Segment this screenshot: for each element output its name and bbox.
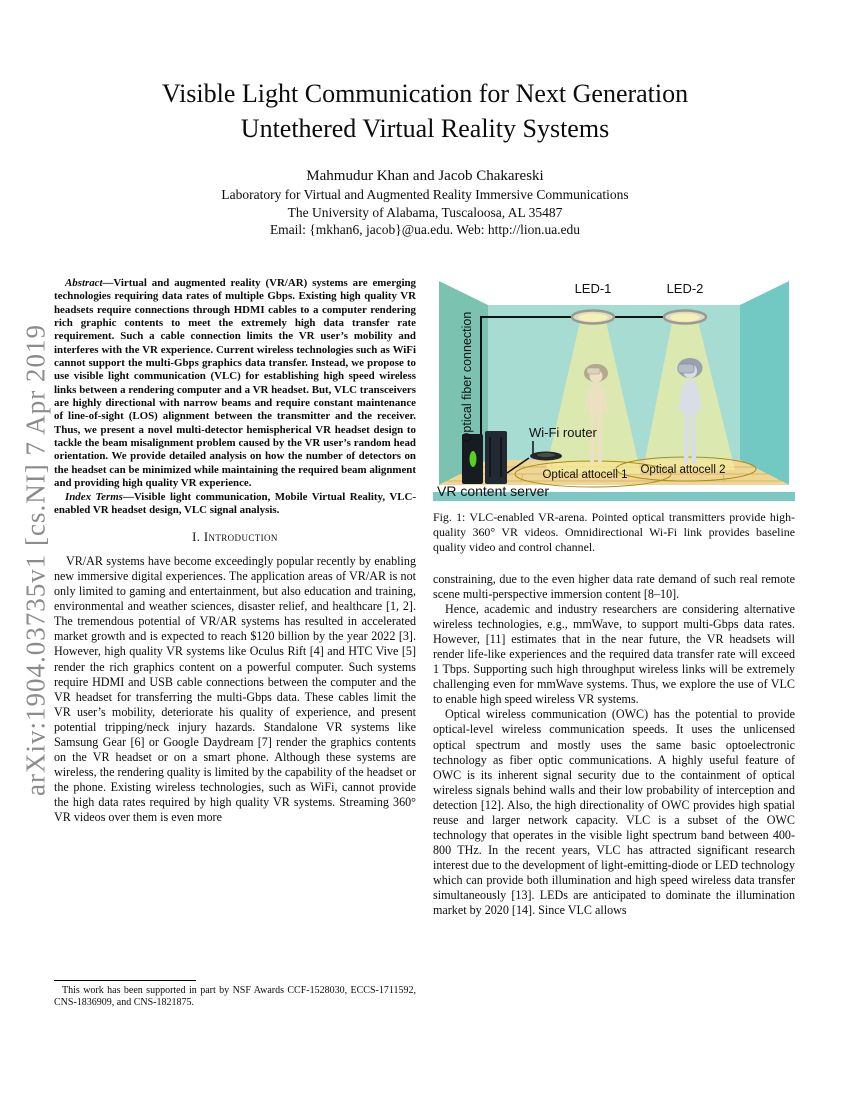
- index-terms-paragraph: [54, 491, 416, 518]
- paper-title-line-1: Visible Light Communication for Next Generation: [161, 79, 689, 108]
- vr-arena-graphic: [433, 277, 795, 501]
- led-fixture-2: [664, 311, 706, 324]
- affiliation-line-1: Laboratory for Virtual and Augmented Reality Immersive Communications: [221, 187, 629, 202]
- right-column: [433, 277, 795, 918]
- index-terms-label: Index Terms: [65, 490, 123, 503]
- paper-title-line-2: Untethered Virtual Reality Systems: [240, 114, 610, 143]
- led-1-label: LED-1: [574, 281, 612, 296]
- attocell-2-label: Optical attocell 2: [640, 464, 726, 476]
- optical-fiber-label: Optical fiber connection: [460, 311, 474, 443]
- paper-header: [0, 76, 850, 239]
- body-paragraph-continuation: constraining, due to the even higher data rate demand of such real remote scene multi-perspective immersion content [8–10].: [433, 572, 795, 602]
- authors-line: Mahmudur Khan and Jacob Chakareski: [306, 168, 544, 184]
- section-heading-introduction: I. Introduction: [192, 530, 278, 545]
- vr-content-server-label: VR content server: [437, 483, 550, 499]
- led-2-label: LED-2: [666, 281, 704, 296]
- funding-footnote: This work has been supported in part by NSF Awards CCF-1528030, ECCS-1711592, CNS-1836909, and CNS-1821875.: [54, 985, 416, 1009]
- contact-line: Email: {mkhan6, jacob}@ua.edu. Web: http://lion.ua.edu: [269, 222, 581, 237]
- abstract-text: —Virtual and augmented reality (VR/AR) systems are emerging technologies requiring data rates of multiple Gbps. Existing high quality VR headsets require connections through HDMI cables to a computer rendering rich graphic contents to meet the extremely high data transfer rate requirement. Such a cable connection limits the VR user’s mobility and interferes with the VR experience. Current wireless technologies such as WiFi cannot support the multi-Gbps graphics data transfer. Instead, we propose to use visible light communication (VLC) for establishing high speed wireless links between a rendering computer and a VR headset. But, VLC transceivers are highly directional with narrow beams and require constant maintenance of line-of-sight (LOS) alignment between the transmitter and the receiver. Thus, we present a novel multi-detector hemispherical VR headset design to tackle the beam misalignment problem caused by the VR user’s random head orientation. We provide detailed analysis on how the number of detectors on the headset can be minimized while maintaining the required beam alignment and providing high quality VR experience.: [54, 277, 416, 490]
- abstract-label: Abstract: [65, 277, 103, 289]
- figure-1-caption: Fig. 1: VLC-enabled VR-arena. Pointed optical transmitters provide high-quality 360° VR videos. Omnidirectional Wi-Fi link provides baseline quality video and control channel.: [433, 510, 795, 554]
- index-terms-text: —Visible light communication, Mobile Virtual Reality, VLC-enabled VR headset design, VLC signal analysis.: [54, 490, 416, 516]
- footnote-block: [54, 980, 416, 1010]
- figure-1: [433, 277, 795, 555]
- arxiv-watermark: arXiv:1904.03735v1 [cs.NI] 7 Apr 2019: [20, 324, 51, 796]
- abstract-paragraph: [54, 277, 416, 491]
- affiliation-line-2: The University of Alabama, Tuscaloosa, AL 35487: [287, 204, 563, 220]
- body-paragraph-mmwave: Hence, academic and industry researchers are considering alternative wireless technologies, e.g., mmWave, to support multi-Gbps data rates. However, [11] estimates that in the near future, the VR headsets will render life-like experiences and the required data transfer rate will exceed 1 Tbps. Supporting such high throughput wireless links will be extremely challenging even for mmWave systems. Thus, we explore the use of VLC to enable high speed wireless VR systems.: [433, 602, 795, 707]
- footnote-rule: [54, 980, 196, 981]
- left-column: [54, 277, 416, 1022]
- body-paragraph-owc: Optical wireless communication (OWC) has the potential to provide optical-level wireless communication speeds. It uses the unlicensed optical spectrum and mostly uses the same basic optoelectronic technology as fiber optic communications. A highly useful feature of OWC is its inherent signal security due to the containment of optical wireless signals behind walls and their low probability of interception and detection [12]. Also, the high directionality of OWC provides high spatial reuse and larger network capacity. VLC is a subset of the OWC technology that operates in the visible light spectrum band between 400-800 THz. In the recent years, VLC has attracted significant research interest due to the development of light-emitting-diode or LED technology which can provide both illumination and high speed wireless data transfer simultaneously [13]. LEDs are anticipated to dominate the illumination market by 2020 [14]. Since VLC allows: [433, 707, 795, 918]
- led-fixture-1: [572, 311, 614, 324]
- room-right-wall: [740, 281, 789, 485]
- attocell-1-label: Optical attocell 1: [542, 469, 628, 481]
- intro-paragraph-1: VR/AR systems have become exceedingly popular recently by enabling new immersive digital experiences. The application areas of VR/AR is not only limited to gaming and entertainment, but also education and training, environmental and weather sciences, disaster relief, and healthcare [1, 2]. The tremendous potential of VR/AR systems has resulted in accelerated market growth and is expected to reach $120 billion by the year 2022 [3]. However, high quality VR systems like Oculus Rift [4] and HTC Vive [5] render the rich graphics content on a powerful computer. Such systems require HDMI and USB cable connections between the computer and the VR headset for transferring the multi-Gbps data. These cables limit the VR user’s mobility, deteriorate his quality of experience, and present potential tripping/neck injury hazards. Standalone VR systems like Samsung Gear [6] or Google Daydream [7] render the graphics contents on the VR headset or on a smart phone. Although these systems are wireless, the rendering quality is limited by the capability of the headset or the phone. Existing wireless technologies, such as WiFi, cannot provide the high data rates required by high quality VR systems. Streaming 360° VR videos over them is even more: [54, 554, 416, 824]
- wifi-router-label: Wi-Fi router: [529, 425, 597, 440]
